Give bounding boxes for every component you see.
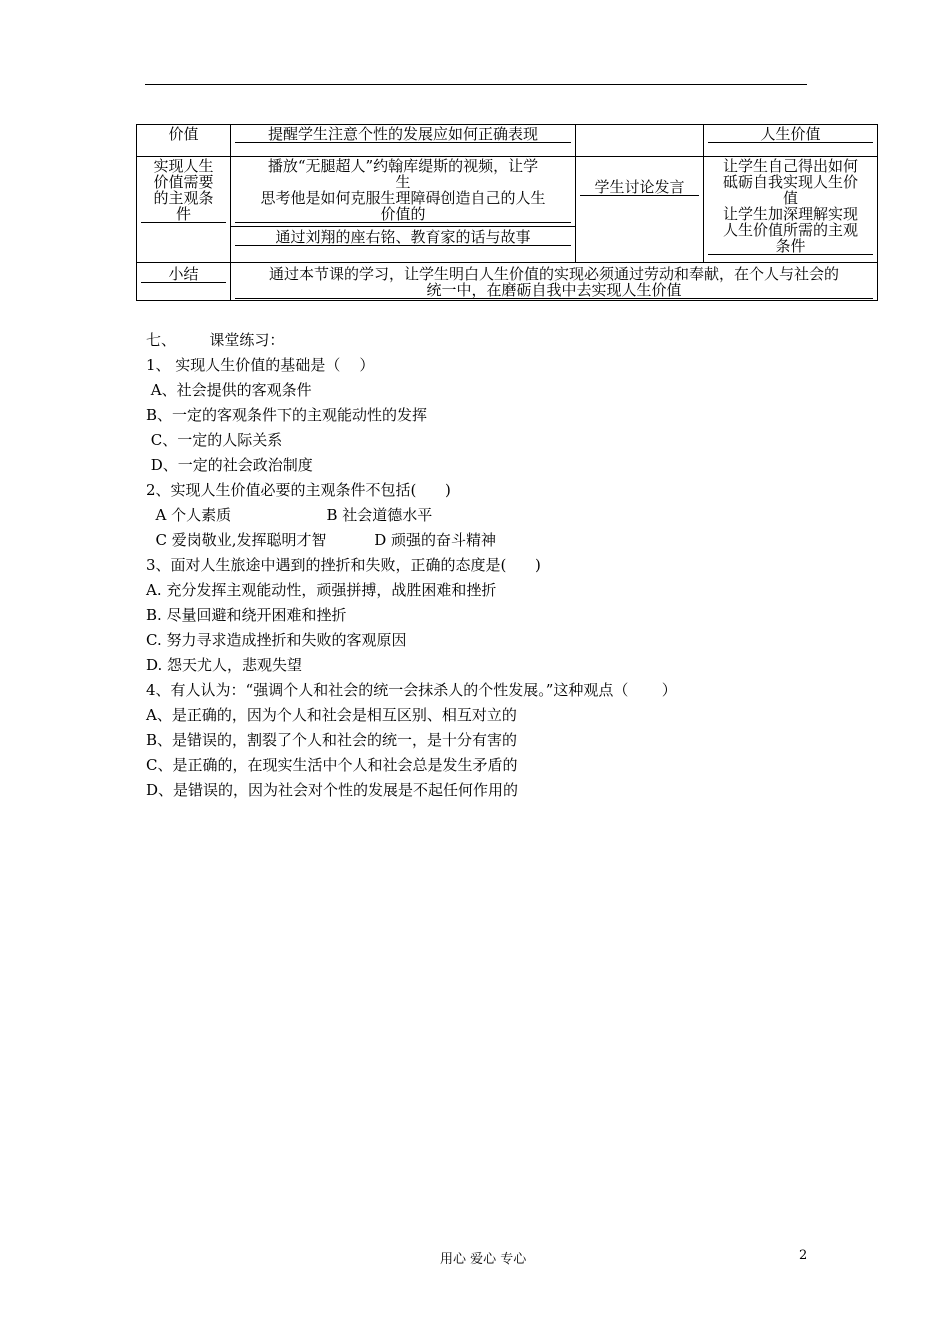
exercise-line: 4、有人认为：“强调个人和社会的统一会抹杀人的个性发展。”这种观点（ ） (146, 681, 677, 699)
exercise-line: 2、实现人生价值必要的主观条件不包括( ) (146, 481, 451, 499)
page-number: 2 (799, 1248, 808, 1263)
exercise-line: C 爱岗敬业,发挥聪明才智 D 顽强的奋斗精神 (146, 531, 497, 549)
row2-col3: 学生讨论发言 (580, 179, 699, 196)
row2-col1-line: 件 (141, 206, 226, 223)
table-cell (576, 125, 704, 157)
exercise-line: A、社会提供的客观条件 (146, 381, 312, 399)
table-cell (137, 157, 231, 263)
row2-col2-line: 播放“无腿超人”约翰库缇斯的视频，让学 (267, 157, 539, 175)
row1-col2: 提醒学生注意个性的发展应如何正确表现 (235, 126, 571, 143)
lesson-table (136, 124, 878, 301)
row2-col4-line: 让学生加深理解实现 (722, 205, 858, 223)
row2-col4-line: 条件 (708, 238, 873, 255)
row2-col4-line: 让学生自己得出如何 (722, 157, 858, 175)
exercise-line: B、一定的客观条件下的主观能动性的发挥 (146, 406, 428, 424)
row2-col4-line: 砥砺自我实现人生价 (722, 173, 858, 191)
row2-col2-line: 思考他是如何克服生理障碍创造自己的人生 (260, 189, 546, 207)
header-rule (145, 84, 807, 85)
exercise-line: C、是正确的，在现实生活中个人和社会总是发生矛盾的 (146, 756, 518, 774)
table-cell (137, 263, 231, 301)
row2-col1-line: 价值需要 (153, 173, 214, 191)
exercise-line: A 个人素质 B 社会道德水平 (146, 506, 433, 524)
row2-col4-line: 值 (782, 189, 798, 207)
exercise-line: 1、 实现人生价值的基础是（ ） (146, 356, 375, 374)
table-row (137, 125, 878, 157)
table-cell (231, 125, 576, 157)
exercise-line: A、是正确的，因为个人和社会是相互区别、相互对立的 (146, 706, 517, 724)
exercise-line: B. 尽量回避和绕开困难和挫折 (146, 606, 347, 624)
row3-summary-line: 统一中，在磨砺自我中去实现人生价值 (235, 282, 873, 299)
row2-col2-line: 生 (395, 173, 411, 191)
row2-col1-line: 的主观条 (153, 189, 214, 207)
exercise-section (146, 328, 846, 803)
exercise-line: D. 怨天尤人，悲观失望 (146, 656, 303, 674)
row2-col1-line: 实现人生 (153, 157, 214, 175)
exercise-heading: 七、 课堂练习： (146, 331, 285, 349)
row2-col2-story: 通过刘翔的座右铭、教育家的话与故事 (235, 229, 571, 246)
table-cell (576, 157, 704, 263)
table-row (137, 263, 878, 301)
exercise-line: D、一定的社会政治制度 (146, 456, 313, 474)
exercise-line: C、一定的人际关系 (146, 431, 283, 449)
exercise-line: 3、面对人生旅途中遇到的挫折和失败，正确的态度是( ) (146, 556, 541, 574)
row2-col4-line: 人生价值所需的主观 (722, 221, 858, 239)
row2-col2-line: 价值的 (235, 206, 571, 223)
row3-summary-line: 通过本节课的学习，让学生明白人生价值的实现必须通过劳动和奉献，在个人与社会的 (268, 265, 839, 283)
table-cell (704, 125, 878, 157)
table-cell (231, 157, 576, 263)
exercise-line: C. 努力寻求造成挫折和失败的客观原因 (146, 631, 407, 649)
footer-motto: 用心 爱心 专心 (440, 1252, 527, 1267)
table-row (137, 157, 878, 263)
exercise-line: B、是错误的，割裂了个人和社会的统一，是十分有害的 (146, 731, 518, 749)
row1-col1: 价值 (168, 125, 199, 143)
exercise-line: A. 充分发挥主观能动性，顽强拼搏，战胜困难和挫折 (146, 581, 497, 599)
table-cell (704, 157, 878, 263)
row1-col4: 人生价值 (708, 126, 873, 143)
table-cell (137, 125, 231, 157)
exercise-line: D、是错误的，因为社会对个性的发展是不起任何作用的 (146, 781, 519, 799)
table-cell (231, 263, 878, 301)
row3-col1: 小结 (141, 266, 226, 283)
